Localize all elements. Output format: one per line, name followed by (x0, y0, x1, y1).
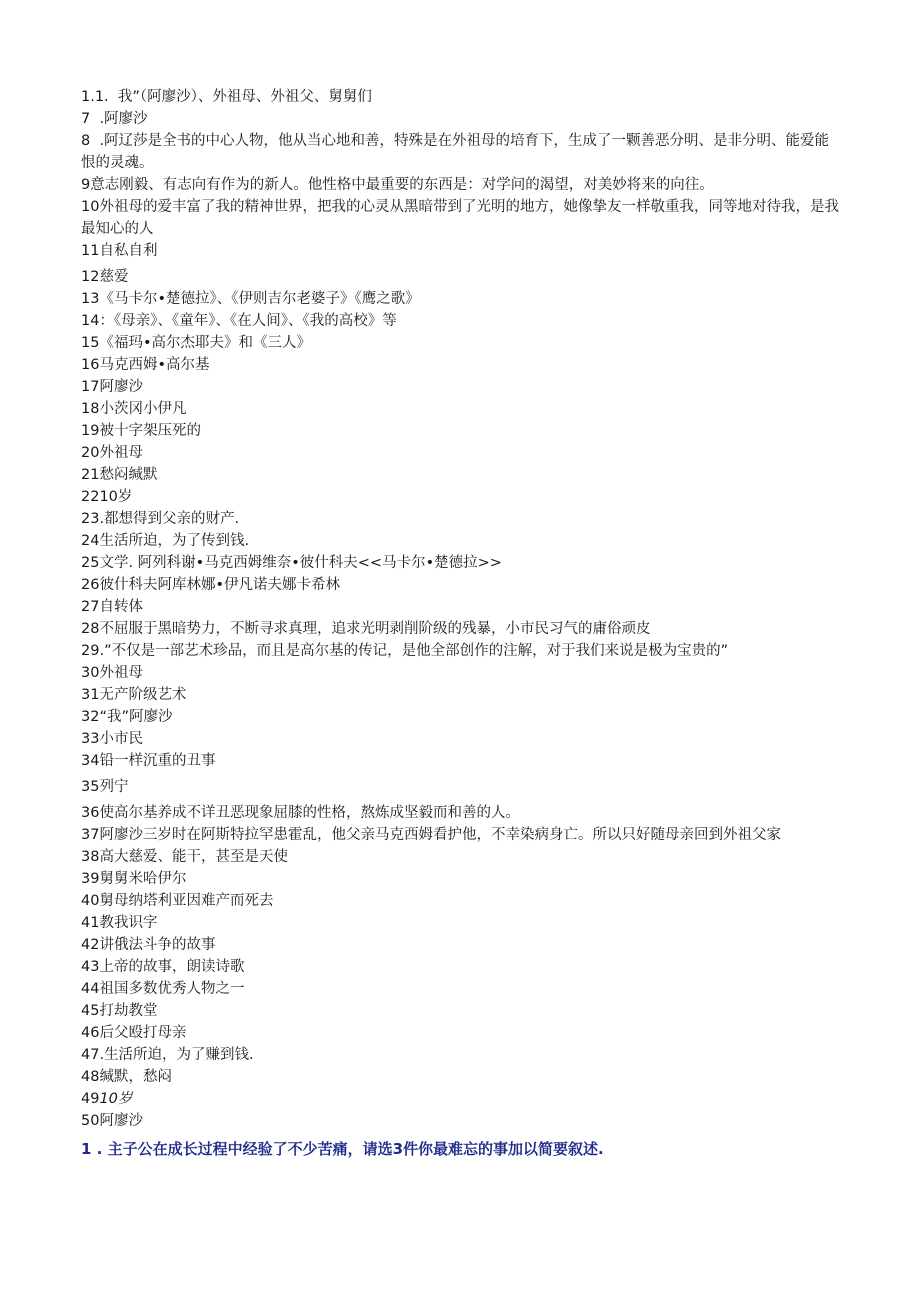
answer-line (81, 376, 841, 398)
answer-text: 文学. 阿列科谢•马克西姆维奈•彼什科夫<<马卡尔•楚德拉>> (99, 555, 502, 571)
answer-line (81, 486, 841, 508)
question-number: 1 (81, 1140, 92, 1158)
answer-number: 33 (81, 731, 100, 747)
answer-number: 31 (81, 687, 100, 703)
answer-text: 10岁 (99, 1091, 133, 1107)
answer-number: 50 (81, 1113, 100, 1129)
answer-text: 缄默，愁闷 (99, 1069, 172, 1085)
answer-text: 上帝的故事，朗读诗歌 (99, 959, 245, 975)
answer-number: 15 (81, 335, 100, 351)
answer-number: 9 (81, 177, 91, 193)
answer-number: 7 (81, 111, 91, 127)
answer-number: 14 (81, 313, 100, 329)
answer-text: 自转体 (99, 599, 143, 615)
answer-line (81, 824, 841, 846)
answer-line (81, 420, 841, 442)
question-1 (81, 1138, 841, 1160)
answer-number: 22 (81, 489, 100, 505)
answer-text: ：《母亲》、《童年》、《在人间》、《我的高校》等 (99, 313, 397, 329)
answer-number: 27 (81, 599, 100, 615)
answer-number: 26 (81, 577, 100, 593)
answer-number: 49 (81, 1091, 100, 1107)
answer-number: 17 (81, 379, 100, 395)
answer-text: 阿廖沙三岁时在阿斯特拉罕患霍乱，他父亲马克西姆看护他，不幸染病身亡。所以只好随母亲回到外祖父家 (99, 827, 781, 843)
answer-number: 25 (81, 555, 100, 571)
answer-text: 舅舅米哈伊尔 (99, 871, 187, 887)
answer-line (81, 706, 841, 728)
answer-text: 讲俄法斗争的故事 (99, 937, 216, 953)
answer-line (81, 728, 841, 750)
answer-text: 生活所迫，为了赚到钱. (104, 1047, 254, 1063)
answer-line (81, 1066, 841, 1088)
answer-number: 36 (81, 805, 100, 821)
answer-text: 教我识字 (99, 915, 158, 931)
answer-line (81, 662, 841, 684)
answer-text: 生活所迫，为了传到钱. (99, 533, 250, 549)
answer-number: 47. (81, 1047, 105, 1063)
answer-number: 21 (81, 467, 100, 483)
answer-text: 后父殴打母亲 (99, 1025, 187, 1041)
answer-number: 23. (81, 511, 105, 527)
answer-line (81, 174, 841, 196)
answer-line (81, 354, 841, 376)
answer-number: 20 (81, 445, 100, 461)
answer-document (81, 86, 841, 1160)
answer-line (81, 1022, 841, 1044)
answer-text: “我”阿廖沙 (99, 709, 173, 725)
answer-line (81, 934, 841, 956)
answer-line (81, 508, 841, 530)
answer-number: 45 (81, 1003, 100, 1019)
answer-list (81, 86, 841, 1132)
answer-number: 30 (81, 665, 100, 681)
answer-number: 44 (81, 981, 100, 997)
answer-text: 《马卡尔•楚德拉》、《伊则吉尔老婆子》《鹰之歌》 (99, 291, 420, 307)
answer-text: 10岁 (99, 489, 133, 505)
answer-line (81, 398, 841, 420)
answer-line (81, 240, 841, 262)
answer-number: 29. (81, 643, 105, 659)
answer-line (81, 640, 841, 662)
answer-line (81, 574, 841, 596)
answer-number: 42 (81, 937, 100, 953)
answer-text: 阿廖沙 (99, 1113, 143, 1129)
answer-text: 高大慈爱、能干，甚至是天使 (99, 849, 288, 865)
answer-text: .阿廖沙 (90, 111, 148, 127)
answer-line (81, 1110, 841, 1132)
answer-line (81, 890, 841, 912)
question-text: . 主子公在成长过程中经验了不少苦痛，请选3件你最难忘的事加以简要叙述. (91, 1140, 604, 1158)
answer-text: 无产阶级艺术 (99, 687, 187, 703)
answer-number: 43 (81, 959, 100, 975)
answer-text: 都想得到父亲的财产. (104, 511, 240, 527)
answer-text: 小茨冈小伊凡 (99, 401, 187, 417)
answer-text: 慈爱 (99, 269, 129, 285)
answer-text: 小市民 (99, 731, 143, 747)
answer-line (81, 86, 841, 108)
answer-number: 13 (81, 291, 100, 307)
answer-text: 外祖母 (99, 445, 143, 461)
answer-text: 我”（阿廖沙）、外祖母、外祖父、舅舅们 (108, 89, 372, 105)
answer-text: 《福玛•高尔杰耶夫》和《三人》 (99, 335, 312, 351)
answer-text: ”不仅是一部艺术珍品，而且是高尔基的传记，是他全部创作的注解，对于我们来说是极为宝贵的” (104, 643, 729, 659)
answer-text: 铅一样沉重的丑事 (99, 753, 216, 769)
answer-text: 外祖母 (99, 665, 143, 681)
answer-number: 32 (81, 709, 100, 725)
answer-line (81, 776, 841, 798)
answer-line (81, 618, 841, 640)
answer-number: 35 (81, 779, 100, 795)
answer-line (81, 596, 841, 618)
answer-number: 12 (81, 269, 100, 285)
answer-number: 16 (81, 357, 100, 373)
answer-line (81, 196, 841, 240)
answer-text: 打劫教堂 (99, 1003, 158, 1019)
answer-text: 舅母纳塔利亚因难产而死去 (99, 893, 274, 909)
answer-line (81, 1000, 841, 1022)
answer-text: 外祖母的爱丰富了我的精神世界，把我的心灵从黑暗带到了光明的地方，她像挚友一样敬重我，同等地对待我，是我最知心的人 (81, 199, 839, 237)
answer-line (81, 108, 841, 130)
answer-line (81, 956, 841, 978)
answer-line (81, 868, 841, 890)
answer-number: 39 (81, 871, 100, 887)
answer-number: 38 (81, 849, 100, 865)
answer-number: 24 (81, 533, 100, 549)
answer-line (81, 288, 841, 310)
answer-number: 10 (81, 199, 100, 215)
answer-text: 彼什科夫阿库林娜•伊凡诺夫娜卡希林 (99, 577, 341, 593)
answer-line (81, 442, 841, 464)
answer-number: 37 (81, 827, 100, 843)
answer-number: 19 (81, 423, 100, 439)
answer-line (81, 464, 841, 486)
answer-line (81, 846, 841, 868)
answer-line (81, 310, 841, 332)
answer-text: 意志刚毅、有志向有作为的新人。他性格中最重要的东西是：对学问的渴望，对美妙将来的向往。 (90, 177, 714, 193)
answer-text: 马克西姆•高尔基 (99, 357, 210, 373)
answer-line (81, 332, 841, 354)
answer-text: .阿辽莎是全书的中心人物，他从当心地和善，特殊是在外祖母的培育下，生成了一颗善恶分明、是非分明、能爱能恨的灵魂。 (81, 133, 830, 171)
answer-line (81, 130, 841, 174)
answer-number: 8 (81, 133, 91, 149)
answer-number: 48 (81, 1069, 100, 1085)
answer-number: 46 (81, 1025, 100, 1041)
answer-text: 被十字架压死的 (99, 423, 201, 439)
answer-number: 1.1. (81, 89, 109, 105)
answer-number: 40 (81, 893, 100, 909)
answer-line (81, 1088, 841, 1110)
answer-text: 不屈服于黑暗势力，不断寻求真理，追求光明剥削阶级的残暴，小市民习气的庸俗顽皮 (99, 621, 651, 637)
answer-number: 18 (81, 401, 100, 417)
answer-line (81, 912, 841, 934)
answer-text: 使高尔基养成不详丑恶现象屈膝的性格，熬炼成坚毅而和善的人。 (99, 805, 520, 821)
answer-text: 阿廖沙 (99, 379, 143, 395)
answer-number: 34 (81, 753, 100, 769)
answer-line (81, 266, 841, 288)
answer-line (81, 802, 841, 824)
answer-line (81, 684, 841, 706)
answer-line (81, 530, 841, 552)
answer-text: 列宁 (99, 779, 129, 795)
answer-text: 自私自利 (99, 243, 158, 259)
answer-number: 41 (81, 915, 100, 931)
answer-line (81, 1044, 841, 1066)
answer-text: 愁闷缄默 (99, 467, 158, 483)
answer-line (81, 978, 841, 1000)
answer-line (81, 750, 841, 772)
answer-line (81, 552, 841, 574)
answer-number: 11 (81, 243, 100, 259)
answer-number: 28 (81, 621, 100, 637)
answer-text: 祖国多数优秀人物之一 (99, 981, 245, 997)
